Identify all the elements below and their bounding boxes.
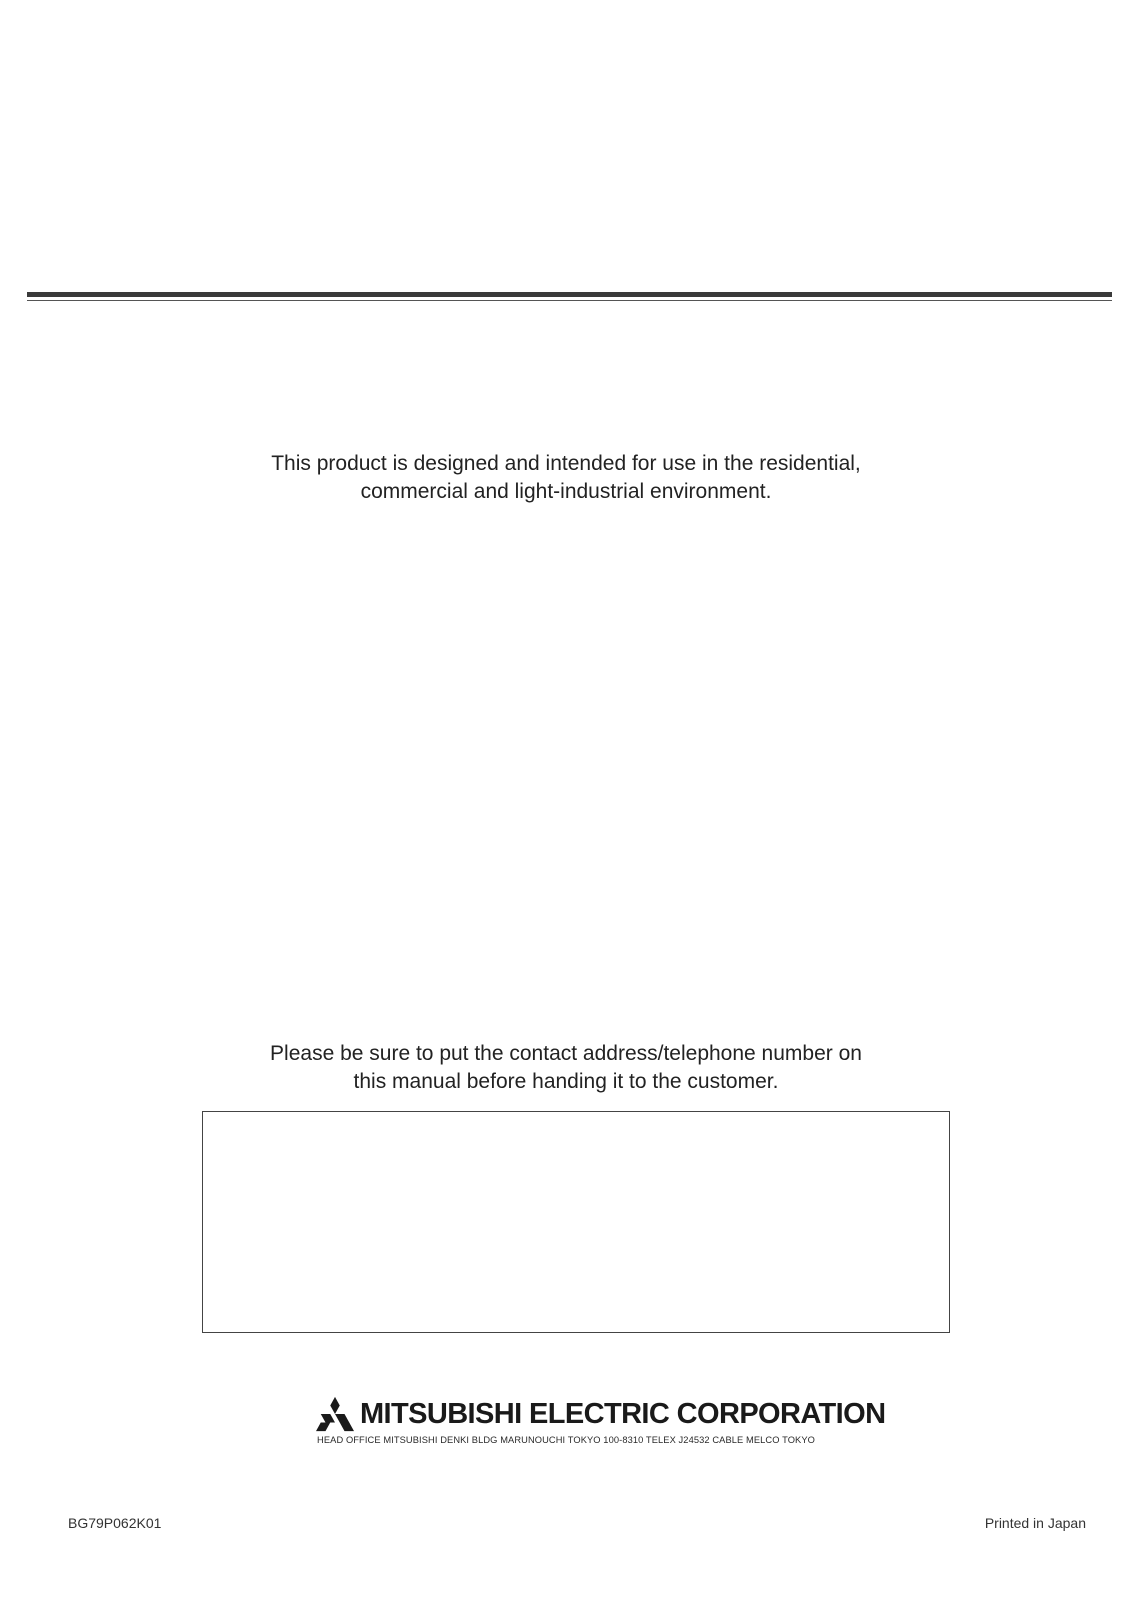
header-divider-thick	[27, 292, 1112, 297]
usage-notice	[0, 450, 1132, 506]
contact-notice-line-2: this manual before handing it to the customer.	[353, 1070, 779, 1093]
printed-in-label: Printed in Japan	[984, 1515, 1086, 1531]
contact-notice-line-1: Please be sure to put the contact address/telephone number on	[270, 1042, 862, 1065]
company-name: MITSUBISHI ELECTRIC CORPORATION	[360, 1397, 886, 1430]
usage-notice-line-2: commercial and light-industrial environment.	[360, 480, 772, 503]
head-office-address: HEAD OFFICE MITSUBISHI DENKI BLDG MARUNOUCHI TOKYO 100-8310 TELEX J24532 CABLE MELCO TOKYO	[317, 1435, 815, 1445]
document-code: BG79P062K01	[68, 1515, 162, 1531]
contact-address-box	[202, 1111, 950, 1333]
contact-notice	[0, 1040, 1132, 1096]
three-diamonds-logo-icon	[316, 1396, 354, 1432]
usage-notice-line-1: This product is designed and intended for use in the residential,	[271, 452, 861, 475]
company-logo	[316, 1394, 885, 1434]
header-divider-thin	[27, 300, 1112, 301]
